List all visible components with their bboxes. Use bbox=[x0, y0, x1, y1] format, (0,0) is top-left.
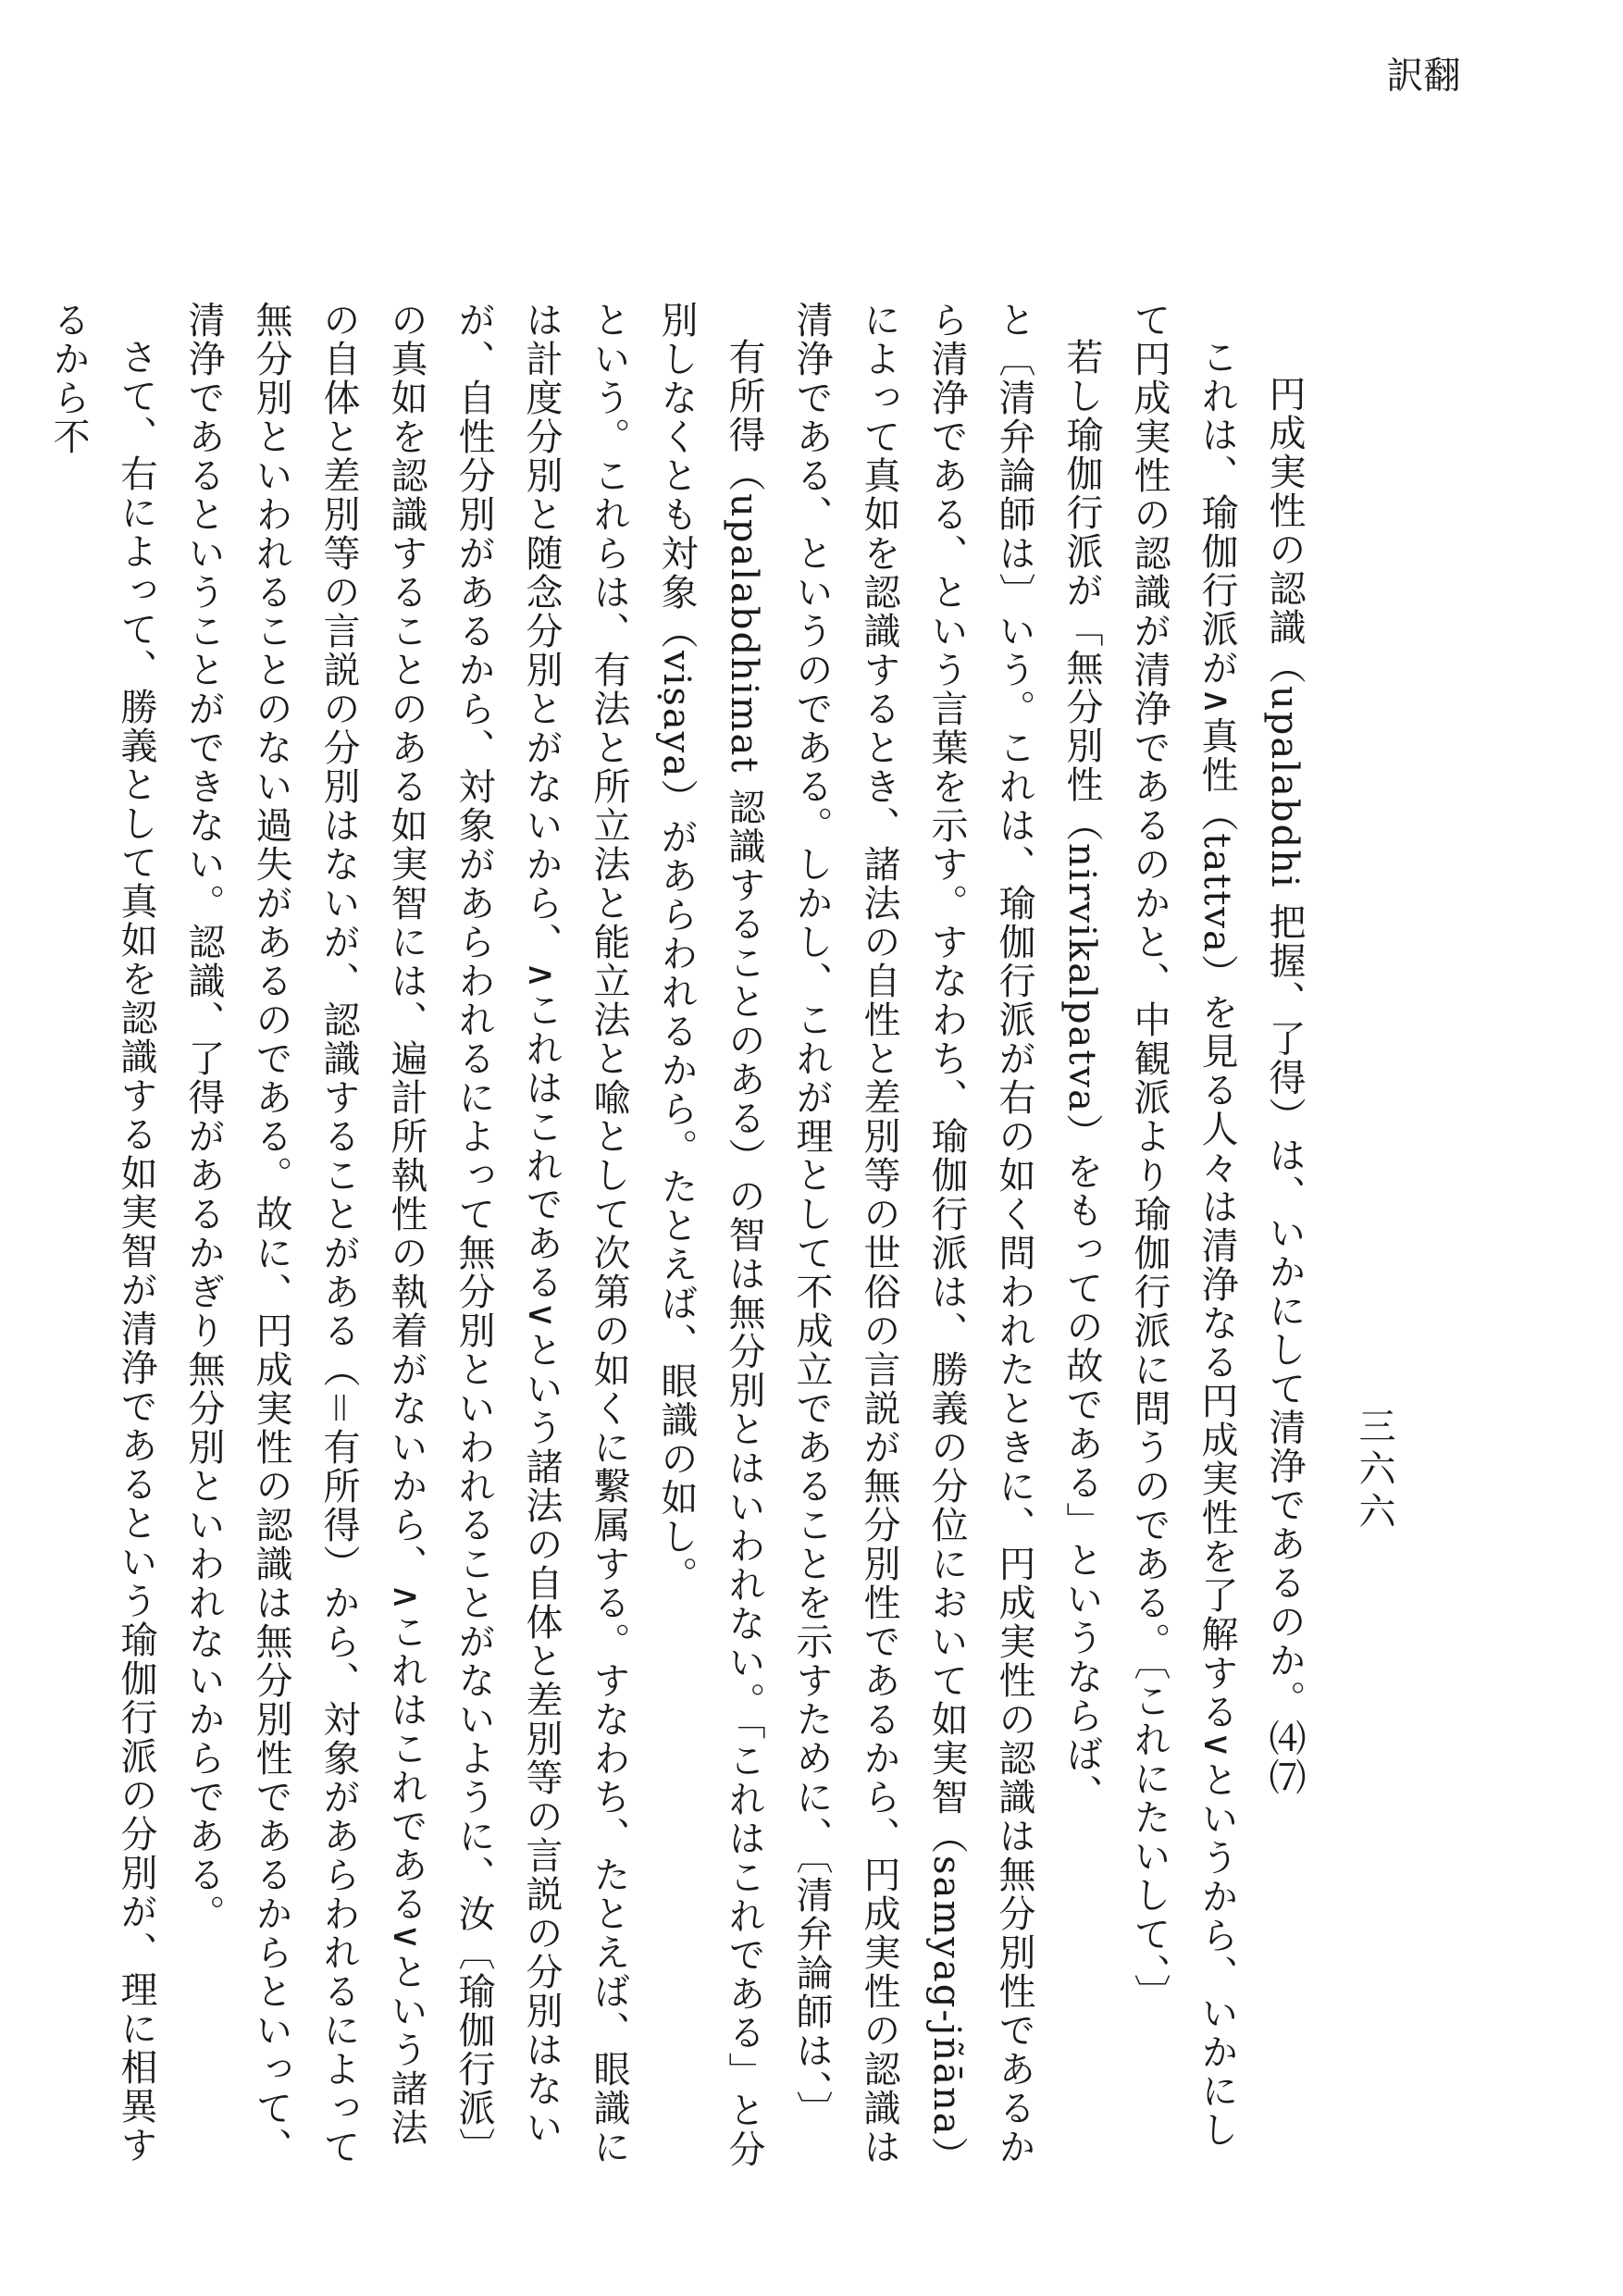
paragraph: 若し瑜伽行派が「無分別性（nirvikalpatva）をもっての故である」というならば、 bbox=[1060, 338, 1103, 1813]
paragraph: と〔清弁論師は〕いう。これは、瑜伽行派が右の如く問われたときに、円成実性の認識は無分別性であるから清浄である、という言葉を示す。すなわち、瑜伽行派は、勝義の分位において如実智（samyag-jñāna）によって真如を認識するとき、諸法の自性と差別等の世俗の言説が無分別性であるから、円成実性の認識は清浄である、というのである。しかし、これが理として不成立であることを示すために、〔清弁論師は、〕 bbox=[790, 301, 1035, 2166]
page-number: 三六六 bbox=[1353, 1407, 1395, 1534]
paragraph: さて、右によって、勝義として真如を認識する如実智が清浄であるという瑜伽行派の分別が、理に相異するから不 bbox=[47, 301, 157, 2165]
paragraph: という。これらは、有法と所立法と能立法と喩として次第の如くに繫属する。すなわち、たとえば、眼識には計度分別と随念分別とがないから、∧これはこれである∨という諸法の自体と差別等の言説の分別はないが、自性分別があるから、対象があらわれるによって無分別といわれることがないように、汝〔瑜伽行派〕の真如を認識することのある如実智には、遍計所執性の執着がないから、∧これはこれである∨という諸法の自体と差別等の言説の分別はないが、認識することがある（＝有所得）から、対象があらわれるによって無分別といわれることのない過失があるのである。故に、円成実性の認識は無分別性であるからといって、清浄であるということができない。認識、了得があるかぎり無分別といわれないからである。 bbox=[182, 301, 630, 2166]
paragraph: これは、瑜伽行派が∧真性（tattva）を見る人々は清浄なる円成実性を了解する∨というから、いかにして円成実性の認識が清浄であるのかと、中観派より瑜伽行派に問うのである。〔これにたいして、〕 bbox=[1128, 301, 1238, 2150]
paragraph-quotation: 有所得（upalabdhimat 認識することのある）の智は無分別とはいわれない。「これはこれである」と分別しなくとも対象（viṣaya）があらわれるから。たとえば、眼識の如し。 bbox=[655, 301, 765, 2169]
running-head bbox=[0, 56, 1623, 167]
paragraph-heading: 円成実性の認識（upalabdhi 把握、了得）は、いかにして清浄であるのか。⑷⑺ bbox=[1263, 375, 1306, 1797]
header-title: 翻訳 bbox=[1381, 56, 1460, 128]
text-body bbox=[34, 301, 1318, 2170]
